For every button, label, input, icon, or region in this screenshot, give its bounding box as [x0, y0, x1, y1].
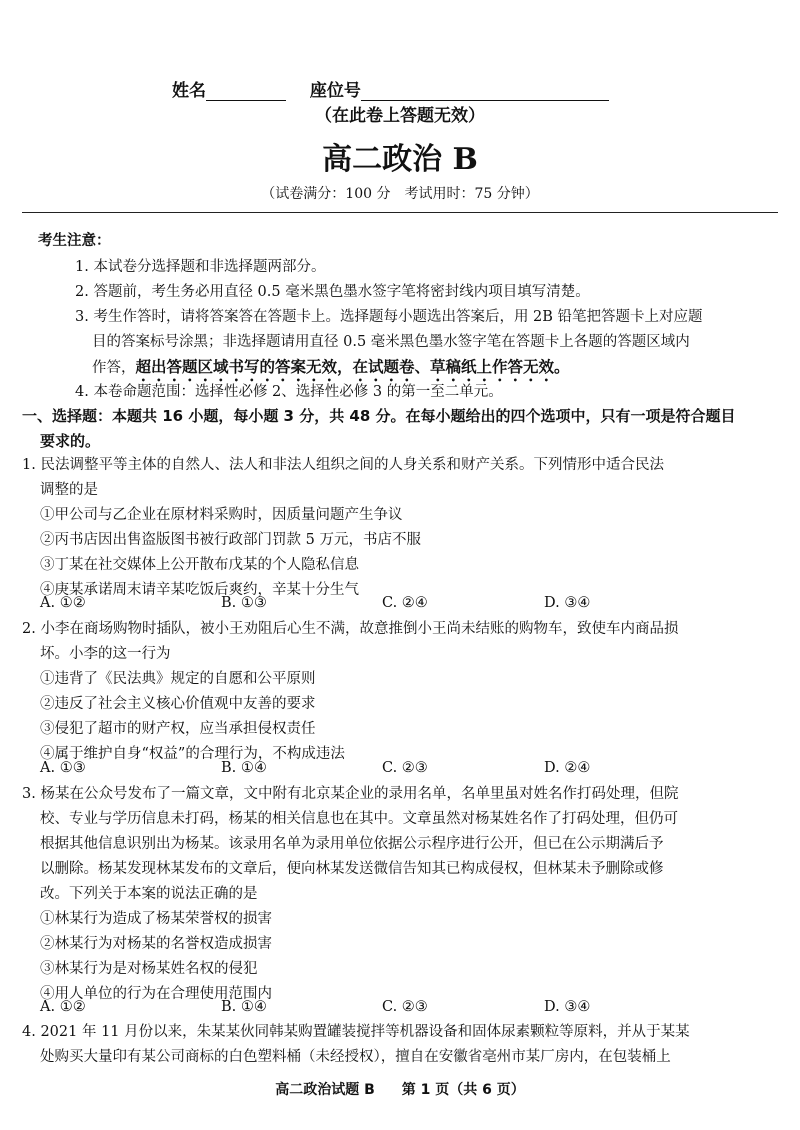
option-d[interactable]: D. ③④: [544, 595, 591, 611]
section-heading-cont: 要求的。: [40, 432, 101, 450]
option-a[interactable]: A. ①③: [40, 760, 86, 776]
statement-item: ③林某行为是对杨某姓名权的侵犯: [40, 961, 258, 977]
name-blank[interactable]: [206, 83, 286, 101]
question-stem: 处购买大量印有某公司商标的白色塑料桶（未经授权），擅自在安徽省亳州市某厂房内，在包装桶上: [40, 1049, 671, 1065]
seat-label: 座位号: [309, 81, 361, 101]
option-a[interactable]: A. ①②: [40, 999, 86, 1015]
statement-item: ②林某行为对杨某的名誉权造成损害: [40, 936, 272, 952]
option-c[interactable]: C. ②③: [382, 760, 428, 776]
question-stem: 坏。小李的这一行为: [40, 646, 171, 662]
option-c[interactable]: C. ②③: [382, 999, 428, 1015]
option-a[interactable]: A. ①②: [40, 595, 86, 611]
instruction-item: 3. 考生作答时，请将答案答在答题卡上。选择题每小题选出答案后，用 2B 铅笔把答题卡上对应题: [75, 309, 703, 325]
instruction-item: 目的答案标号涂黑；非选择题请用直径 0.5 毫米黑色墨水签字笔在答题卡上各题的答题区域内: [92, 334, 690, 350]
question-stem: 4. 2021 年 11 月份以来，朱某某伙同韩某购置罐装搅拌等机器设备和固体尿素颗粒等原料，并从于某某: [22, 1024, 690, 1040]
statement-item: ④属于维护自身“权益”的合理行为，不构成违法: [40, 746, 345, 762]
statement-item: ①违背了《民法典》规定的自愿和公平原则: [40, 671, 316, 687]
option-b[interactable]: B. ①④: [221, 999, 267, 1015]
instruction-item: 1. 本试卷分选择题和非选择题两部分。: [75, 259, 326, 275]
statement-item: ③丁某在社交媒体上公开散布戊某的个人隐私信息: [40, 557, 359, 573]
question-stem: 3. 杨某在公众号发布了一篇文章，文中附有北京某企业的录用名单，名单里虽对姓名作打码处理，但院: [22, 786, 679, 802]
seat-blank[interactable]: [361, 83, 609, 101]
question-stem: 根据其他信息识别出为杨某。该录用名单为录用单位依据公示程序进行公开，但已在公示期满后予: [40, 836, 664, 852]
instruction-warning: 超出答题区域书写的答案无效，在试题卷、草稿纸上作答无效。: [135, 358, 570, 376]
notice: （在此卷上答题无效）: [315, 106, 485, 126]
footer-page: 第 1 页（共 6 页）: [401, 1082, 525, 1098]
instruction-item: 2. 答题前，考生务必用直径 0.5 毫米黑色墨水签字笔将密封线内项目填写清楚。: [75, 284, 590, 300]
option-d[interactable]: D. ③④: [544, 999, 591, 1015]
page-title: 高二政治 B: [322, 142, 478, 177]
instructions-heading: 考生注意：: [38, 233, 111, 249]
exam-info: （试卷满分：100 分 考试用时：75 分钟）: [261, 186, 539, 202]
statement-item: ②丙书店因出售盗版图书被行政部门罚款 5 万元，书店不服: [40, 532, 421, 548]
name-label: 姓名: [172, 81, 206, 101]
question-stem: 以删除。杨某发现林某发布的文章后，便向林某发送微信告知其已构成侵权，但林某未予删除或修: [40, 861, 664, 877]
footer-subject: 高二政治试题 B: [275, 1082, 375, 1098]
statement-item: ①林某行为造成了杨某荣誉权的损害: [40, 911, 272, 927]
option-b[interactable]: B. ①④: [221, 760, 267, 776]
question-stem: 1. 民法调整平等主体的自然人、法人和非法人组织之间的人身关系和财产关系。下列情形中适合民法: [22, 457, 664, 473]
question-stem: 调整的是: [40, 482, 98, 498]
option-b[interactable]: B. ①③: [221, 595, 267, 611]
statement-item: ①甲公司与乙企业在原材料采购时，因质量问题产生争议: [40, 507, 403, 523]
question-stem: 校、专业与学历信息未打码，杨某的相关信息也在其中。文章虽然对杨某姓名作了打码处理，但仍可: [40, 811, 678, 827]
instruction-item: 4. 本卷命题范围：选择性必修 2、选择性必修 3 的第一至二单元。: [75, 384, 503, 400]
section-heading: 一、选择题：本题共 16 小题，每小题 3 分，共 48 分。在每小题给出的四个选项中，只有一项是符合题目: [22, 407, 736, 425]
option-d[interactable]: D. ②④: [544, 760, 591, 776]
option-c[interactable]: C. ②④: [382, 595, 428, 611]
statement-item: ④用人单位的行为在合理使用范围内: [40, 986, 272, 1002]
page-footer: [0, 1079, 800, 1099]
statement-item: ②违反了社会主义核心价值观中友善的要求: [40, 696, 316, 712]
instruction-tail-plain: 作答，: [92, 360, 136, 376]
question-stem: 2. 小李在商场购物时插队，被小王劝阻后心生不满，故意推倒小王尚未结账的购物车，致使车内商品损: [22, 621, 679, 637]
divider: [22, 212, 778, 213]
name-field: [172, 76, 609, 101]
statement-item: ④庚某承诺周末请辛某吃饭后爽约，辛某十分生气: [40, 582, 359, 598]
statement-item: ③侵犯了超市的财产权，应当承担侵权责任: [40, 721, 316, 737]
question-stem: 改。下列关于本案的说法正确的是: [40, 886, 258, 902]
